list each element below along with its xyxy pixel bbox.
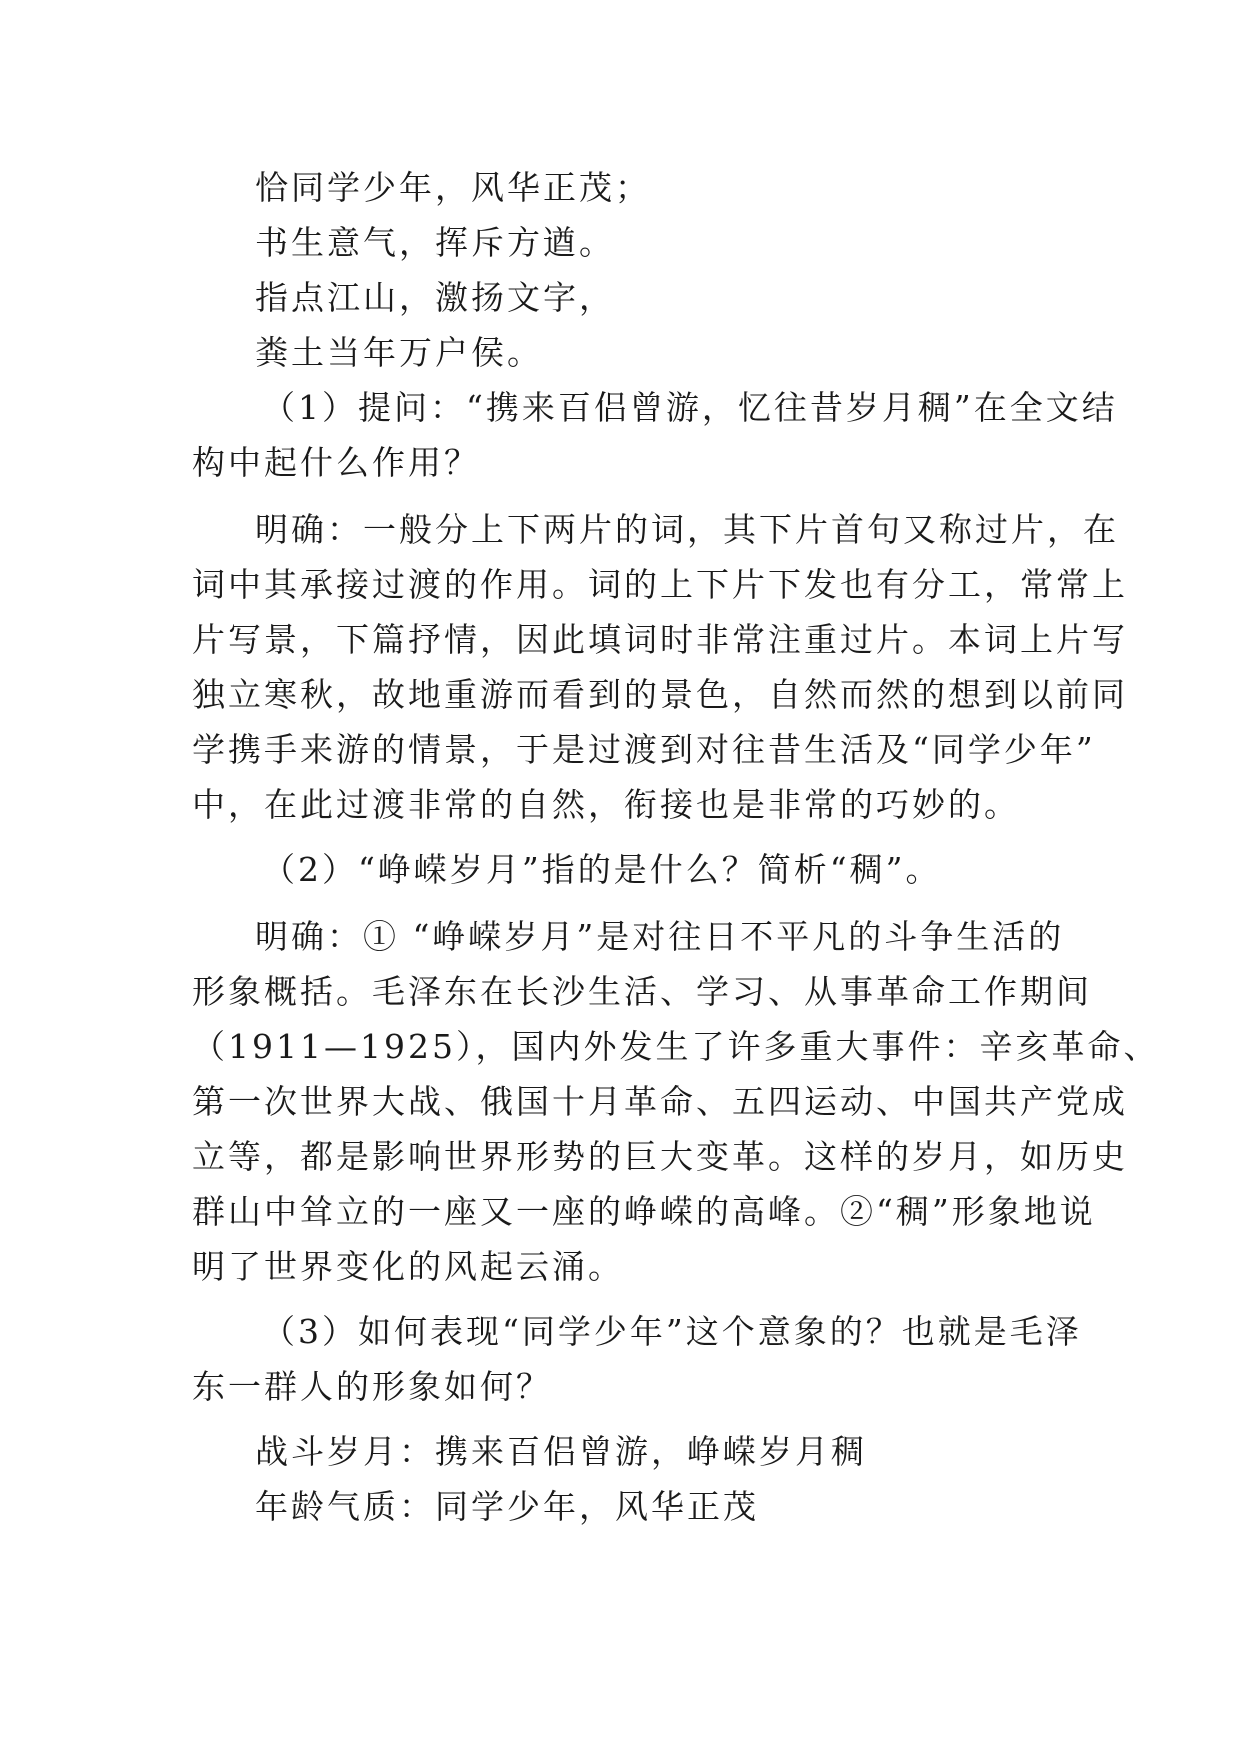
answer-3-line-2: 年龄气质：同学少年，风华正茂 — [255, 1487, 759, 1526]
answer-1-line-1: 明确：一般分上下两片的词，其下片首句又称过片，在 — [255, 510, 1119, 549]
question-3-line-2: 东一群人的形象如何？ — [192, 1367, 552, 1406]
answer-2-line-2: 形象概括。毛泽东在长沙生活、学习、从事革命工作期间 — [192, 972, 1092, 1011]
answer-3-line-1: 战斗岁月：携来百侣曾游，峥嵘岁月稠 — [255, 1432, 867, 1471]
question-1-line-1: （1）提问：“携来百侣曾游，忆往昔岁月稠”在全文结 — [262, 388, 1118, 427]
poem-line-2: 书生意气，挥斥方遒。 — [255, 223, 615, 262]
answer-1-line-6: 中，在此过渡非常的自然，衔接也是非常的巧妙的。 — [192, 785, 1020, 824]
answer-1-line-3: 片写景，下篇抒情，因此填词时非常注重过片。本词上片写 — [192, 620, 1128, 659]
answer-1-line-5: 学携手来游的情景，于是过渡到对往昔生活及“同学少年” — [192, 730, 1096, 769]
answer-2-line-6: 群山中耸立的一座又一座的峥嵘的高峰。②“稠”形象地说 — [192, 1192, 1096, 1231]
question-1-line-2: 构中起什么作用？ — [192, 443, 480, 482]
answer-2-line-4: 第一次世界大战、俄国十月革命、五四运动、中国共产党成 — [192, 1082, 1128, 1121]
answer-2-line-1: 明确：① “峥嵘岁月”是对往日不平凡的斗争生活的 — [255, 917, 1065, 956]
poem-line-3: 指点江山，激扬文字， — [255, 278, 615, 317]
answer-1-line-2: 词中其承接过渡的作用。词的上下片下发也有分工，常常上 — [192, 565, 1128, 604]
question-3-line-1: （3）如何表现“同学少年”这个意象的？也就是毛泽 — [262, 1312, 1082, 1351]
answer-2-line-7: 明了世界变化的风起云涌。 — [192, 1247, 624, 1286]
poem-line-4: 粪土当年万户侯。 — [255, 333, 543, 372]
answer-2-line-5: 立等，都是影响世界形势的巨大变革。这样的岁月，如历史 — [192, 1137, 1128, 1176]
poem-line-1: 恰同学少年，风华正茂； — [255, 168, 651, 207]
question-2-line-1: （2）“峥嵘岁月”指的是什么？简析“稠”。 — [262, 850, 942, 889]
answer-2-line-3: （1911—1925），国内外发生了许多重大事件：辛亥革命、 — [192, 1027, 1160, 1066]
answer-1-line-4: 独立寒秋，故地重游而看到的景色，自然而然的想到以前同 — [192, 675, 1128, 714]
